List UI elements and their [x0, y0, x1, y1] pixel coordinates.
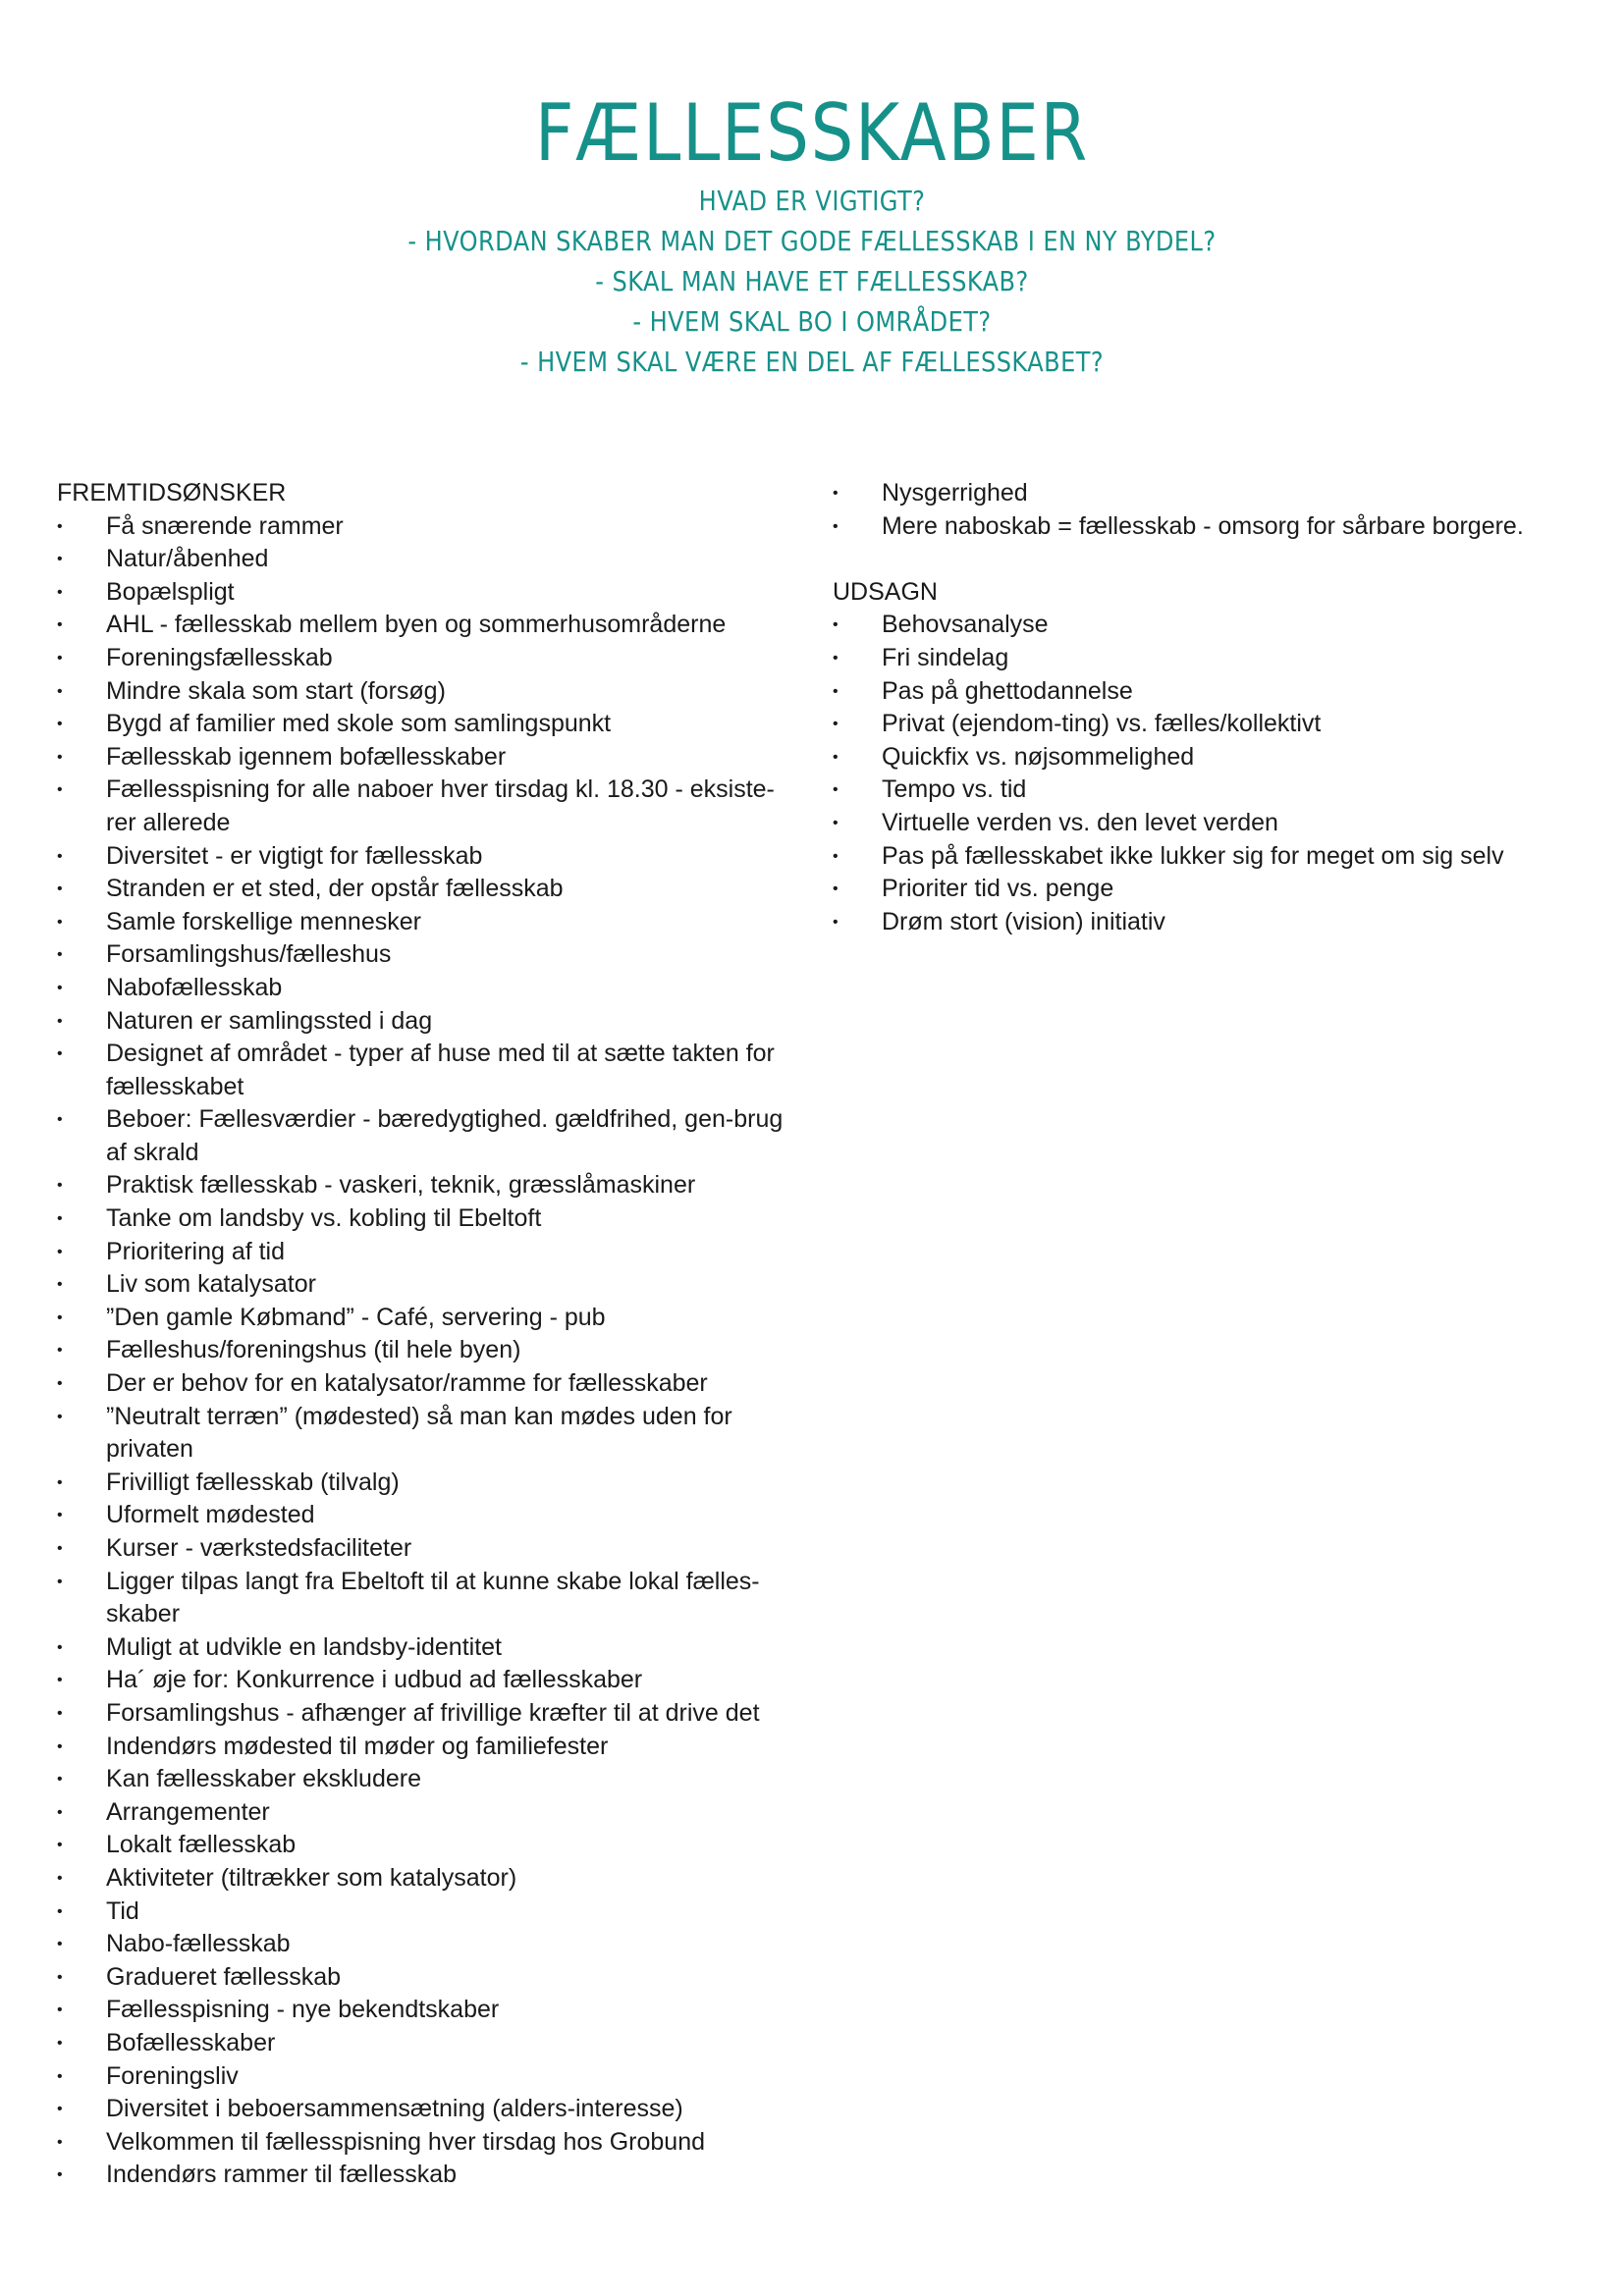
list-item-text: Pas på fællesskabet ikke lukker sig for meget om sig selv	[882, 841, 1504, 870]
bullet-icon: •	[57, 2133, 63, 2151]
bullet-icon: •	[57, 716, 63, 733]
bullet-icon: •	[57, 1869, 63, 1887]
bullet-icon: •	[57, 1803, 63, 1821]
list-item-text: Designet af området - typer af huse med til at sætte takten for fællesskabet	[106, 1040, 775, 1100]
bullet-icon: •	[57, 1177, 63, 1195]
bullet-icon: •	[833, 913, 839, 931]
list-item-text: Stranden er et sted, der opstår fællesskab	[106, 875, 564, 903]
bullet-icon: •	[833, 716, 839, 733]
list-item-text: Foreningsfællesskab	[106, 643, 333, 671]
fremtidsonsker-list	[57, 510, 803, 2192]
bullet-icon: •	[57, 913, 63, 931]
list-item	[833, 774, 1579, 807]
list-item	[833, 642, 1579, 675]
list-item	[57, 1499, 803, 1532]
bullet-icon: •	[833, 881, 839, 898]
list-item	[57, 1005, 803, 1039]
list-item-text: Samle forskellige mennesker	[106, 907, 421, 935]
list-item-text: Fællesspisning for alle naboer hver tirsdag kl. 18.30 - eksiste-rer allerede	[106, 775, 775, 836]
list-item	[57, 1862, 803, 1896]
list-item	[833, 708, 1579, 741]
bullet-icon: •	[57, 1210, 63, 1228]
list-item-text: Privat (ejendom-ting) vs. fælles/kollektivt	[882, 710, 1322, 738]
bullet-icon: •	[57, 1308, 63, 1326]
right-column	[833, 477, 1579, 938]
bullet-icon: •	[57, 1507, 63, 1524]
list-item-text: Fælleshus/foreningshus (til hele byen)	[106, 1336, 521, 1364]
list-item-text: Forsamlingshus/fælleshus	[106, 940, 392, 969]
bullet-icon: •	[57, 1276, 63, 1294]
list-item	[57, 1103, 803, 1169]
list-item	[57, 642, 803, 675]
bullet-icon: •	[57, 616, 63, 634]
list-item	[57, 1697, 803, 1731]
list-item	[833, 477, 1579, 510]
list-item-text: AHL - fællesskab mellem byen og sommerhusområderne	[106, 611, 727, 639]
list-item-text: Muligt at udvikle en landsby-identitet	[106, 1632, 503, 1661]
list-item	[57, 1268, 803, 1302]
bullet-icon: •	[833, 682, 839, 700]
bullet-icon: •	[57, 1408, 63, 1425]
list-item	[57, 1202, 803, 1236]
list-item-text: Kan fællesskaber ekskludere	[106, 1765, 421, 1793]
list-item	[57, 2093, 803, 2126]
list-item-text: ”Neutralt terræn” (mødested) så man kan mødes uden for privaten	[106, 1402, 732, 1464]
list-item-text: Uformelt mødested	[106, 1501, 315, 1529]
list-item	[57, 1367, 803, 1401]
bullet-icon: •	[57, 1704, 63, 1722]
list-item-text: Foreningsliv	[106, 2061, 239, 2090]
list-item-text: Frivilligt fællesskab (tilvalg)	[106, 1468, 400, 1496]
list-item-text: Aktiviteter (tiltrækker som katalysator)	[106, 1863, 517, 1892]
bullet-icon: •	[57, 1737, 63, 1755]
list-item-text: Drøm stort (vision) initiativ	[882, 907, 1165, 935]
subtitle-question: - HVEM SKAL BO I OMRÅDET?	[632, 305, 992, 338]
list-item	[57, 972, 803, 1005]
list-item	[57, 1829, 803, 1862]
section-heading-udsagn: UDSAGN	[833, 577, 938, 606]
bullet-icon: •	[57, 1638, 63, 1656]
list-item-text: Praktisk fællesskab - vaskeri, teknik, græsslåmaskiner	[106, 1171, 696, 1200]
list-item-text: Tanke om landsby vs. kobling til Ebeltoft	[106, 1204, 542, 1233]
list-item	[57, 906, 803, 939]
bullet-icon: •	[833, 814, 839, 831]
list-item	[57, 840, 803, 874]
list-item-text: Fællesskab igennem bofællesskaber	[106, 742, 507, 771]
list-item-text: Behovsanalyse	[882, 611, 1049, 639]
bullet-icon: •	[833, 847, 839, 865]
list-item	[57, 1334, 803, 1367]
list-item	[57, 510, 803, 544]
page-header	[0, 86, 1624, 382]
bullet-icon: •	[57, 583, 63, 601]
list-item-text: ”Den gamle Købmand” - Café, servering - pub	[106, 1303, 606, 1331]
list-item-text: Natur/åbenhed	[106, 545, 269, 573]
list-item	[57, 675, 803, 709]
bullet-icon: •	[57, 1771, 63, 1789]
bullet-icon: •	[57, 2034, 63, 2052]
list-item-text: Beboer: Fællesværdier - bæredygtighed. gældfrihed, gen-brug af skrald	[106, 1105, 784, 1166]
bullet-icon: •	[57, 1473, 63, 1491]
list-item-text: Virtuelle verden vs. den levet verden	[882, 808, 1278, 836]
list-item-text: Prioriter tid vs. penge	[882, 875, 1114, 903]
list-item	[833, 906, 1579, 939]
list-item	[57, 1566, 803, 1631]
list-item	[833, 807, 1579, 840]
list-item	[833, 609, 1579, 642]
bullet-icon: •	[57, 2166, 63, 2184]
bullet-icon: •	[57, 1243, 63, 1260]
udsagn-list	[833, 609, 1579, 938]
list-item-text: Bopælspligt	[106, 577, 235, 606]
list-item	[57, 774, 803, 839]
bullet-icon: •	[57, 1968, 63, 1986]
bullet-icon: •	[57, 1573, 63, 1590]
list-item	[57, 741, 803, 774]
list-item-text: Prioritering af tid	[106, 1237, 286, 1265]
list-item	[57, 1302, 803, 1335]
bullet-icon: •	[57, 1375, 63, 1393]
list-item	[57, 1467, 803, 1500]
list-item	[57, 2027, 803, 2060]
list-item-text: Nabo-fællesskab	[106, 1930, 291, 1958]
bullet-icon: •	[833, 485, 839, 502]
bullet-icon: •	[57, 1111, 63, 1129]
subtitle-question: HVAD ER VIGTIGT?	[698, 185, 926, 217]
list-item	[57, 1763, 803, 1796]
list-item-text: Bofællesskaber	[106, 2028, 276, 2056]
subtitle-question: - SKAL MAN HAVE ET FÆLLESSKAB?	[595, 265, 1029, 297]
list-item	[57, 1961, 803, 1995]
subtitle-question: - HVORDAN SKABER MAN DET GODE FÆLLESSKAB I EN NY BYDEL?	[407, 225, 1217, 257]
bullet-icon: •	[57, 1936, 63, 1953]
list-item	[57, 1236, 803, 1269]
list-item-text: Velkommen til fællesspisning hver tirsdag hos Grobund	[106, 2127, 706, 2156]
list-item	[57, 576, 803, 610]
bullet-icon: •	[57, 1837, 63, 1854]
list-item-text: Kurser - værkstedsfaciliteter	[106, 1534, 412, 1562]
list-item	[833, 510, 1579, 544]
bullet-icon: •	[57, 1902, 63, 1920]
list-item-text: Pas på ghettodannelse	[882, 676, 1133, 705]
bullet-icon: •	[57, 1672, 63, 1689]
list-item-text: Gradueret fællesskab	[106, 1962, 342, 1991]
bullet-icon: •	[57, 979, 63, 996]
bullet-icon: •	[833, 517, 839, 535]
list-item	[57, 1631, 803, 1665]
list-item	[833, 741, 1579, 774]
list-item-text: Mindre skala som start (forsøg)	[106, 676, 446, 705]
bullet-icon: •	[57, 2002, 63, 2019]
list-item-text: Nysgerrighed	[882, 479, 1028, 507]
page-title: FÆLLESSKABER	[534, 87, 1090, 179]
list-item	[57, 1532, 803, 1566]
list-item	[57, 2060, 803, 2094]
list-item	[57, 1401, 803, 1467]
list-item-text: Diversitet i beboersammensætning (alders-interesse)	[106, 2095, 683, 2123]
list-item	[57, 609, 803, 642]
bullet-icon: •	[57, 1012, 63, 1030]
list-item	[57, 708, 803, 741]
bullet-icon: •	[57, 881, 63, 898]
list-item-text: Mere naboskab = fællesskab - omsorg for sårbare borgere.	[882, 511, 1524, 540]
list-item-text: Naturen er samlingssted i dag	[106, 1006, 433, 1035]
bullet-icon: •	[57, 551, 63, 568]
list-item	[57, 1731, 803, 1764]
section-heading-fremtidsonsker: FREMTIDSØNSKER	[57, 479, 287, 507]
list-item-text: Indendørs rammer til fællesskab	[106, 2161, 458, 2189]
list-item-text: Arrangementer	[106, 1797, 270, 1826]
bullet-icon: •	[57, 682, 63, 700]
list-item-text: Fællesspisning - nye bekendtskaber	[106, 1996, 500, 2024]
list-item-text: Nabofællesskab	[106, 973, 283, 1001]
list-item	[833, 675, 1579, 709]
list-item-text: Der er behov for en katalysator/ramme for fællesskaber	[106, 1369, 708, 1398]
bullet-icon: •	[833, 649, 839, 667]
bullet-icon: •	[833, 781, 839, 799]
list-item-text: Ha´ øje for: Konkurrence i udbud ad fællesskaber	[106, 1666, 643, 1694]
list-item-text: Lokalt fællesskab	[106, 1831, 297, 1859]
list-item-text: Tempo vs. tid	[882, 775, 1027, 804]
list-item	[57, 1896, 803, 1929]
bullet-icon: •	[57, 517, 63, 535]
list-item-text: Tid	[106, 1896, 139, 1925]
bullet-icon: •	[57, 1342, 63, 1360]
list-item	[57, 938, 803, 972]
list-item-text: Indendørs mødested til møder og familiefester	[106, 1732, 609, 1760]
fremtidsonsker-continued-list	[833, 477, 1579, 543]
list-item	[57, 1994, 803, 2027]
list-item	[833, 840, 1579, 874]
list-item-text: Fri sindelag	[882, 643, 1009, 671]
subtitle-question: - HVEM SKAL VÆRE EN DEL AF FÆLLESSKABET?	[519, 346, 1105, 378]
bullet-icon: •	[57, 649, 63, 667]
bullet-icon: •	[833, 616, 839, 634]
bullet-icon: •	[57, 748, 63, 766]
list-item	[57, 543, 803, 576]
list-item	[57, 1928, 803, 1961]
bullet-icon: •	[57, 2067, 63, 2085]
list-item	[57, 1038, 803, 1103]
list-item	[57, 873, 803, 906]
bullet-icon: •	[57, 1540, 63, 1557]
left-column	[57, 477, 803, 2192]
list-item-text: Quickfix vs. nøjsommelighed	[882, 742, 1195, 771]
bullet-icon: •	[833, 748, 839, 766]
list-item-text: Bygd af familier med skole som samlingspunkt	[106, 710, 612, 738]
section-spacer	[833, 543, 1579, 576]
list-item	[57, 2126, 803, 2160]
list-item	[833, 873, 1579, 906]
bullet-icon: •	[57, 781, 63, 799]
list-item-text: Ligger tilpas langt fra Ebeltoft til at kunne skabe lokal fælles-skaber	[106, 1567, 760, 1629]
bullet-icon: •	[57, 847, 63, 865]
bullet-icon: •	[57, 2101, 63, 2118]
list-item-text: Diversitet - er vigtigt for fællesskab	[106, 841, 483, 870]
list-item-text: Forsamlingshus - afhænger af frivillige kræfter til at drive det	[106, 1698, 760, 1727]
list-item	[57, 1664, 803, 1697]
list-item	[57, 2159, 803, 2192]
list-item	[57, 1169, 803, 1202]
bullet-icon: •	[57, 1045, 63, 1063]
list-item-text: Få snærende rammer	[106, 511, 344, 540]
bullet-icon: •	[57, 946, 63, 964]
list-item-text: Liv som katalysator	[106, 1270, 316, 1299]
list-item	[57, 1796, 803, 1830]
